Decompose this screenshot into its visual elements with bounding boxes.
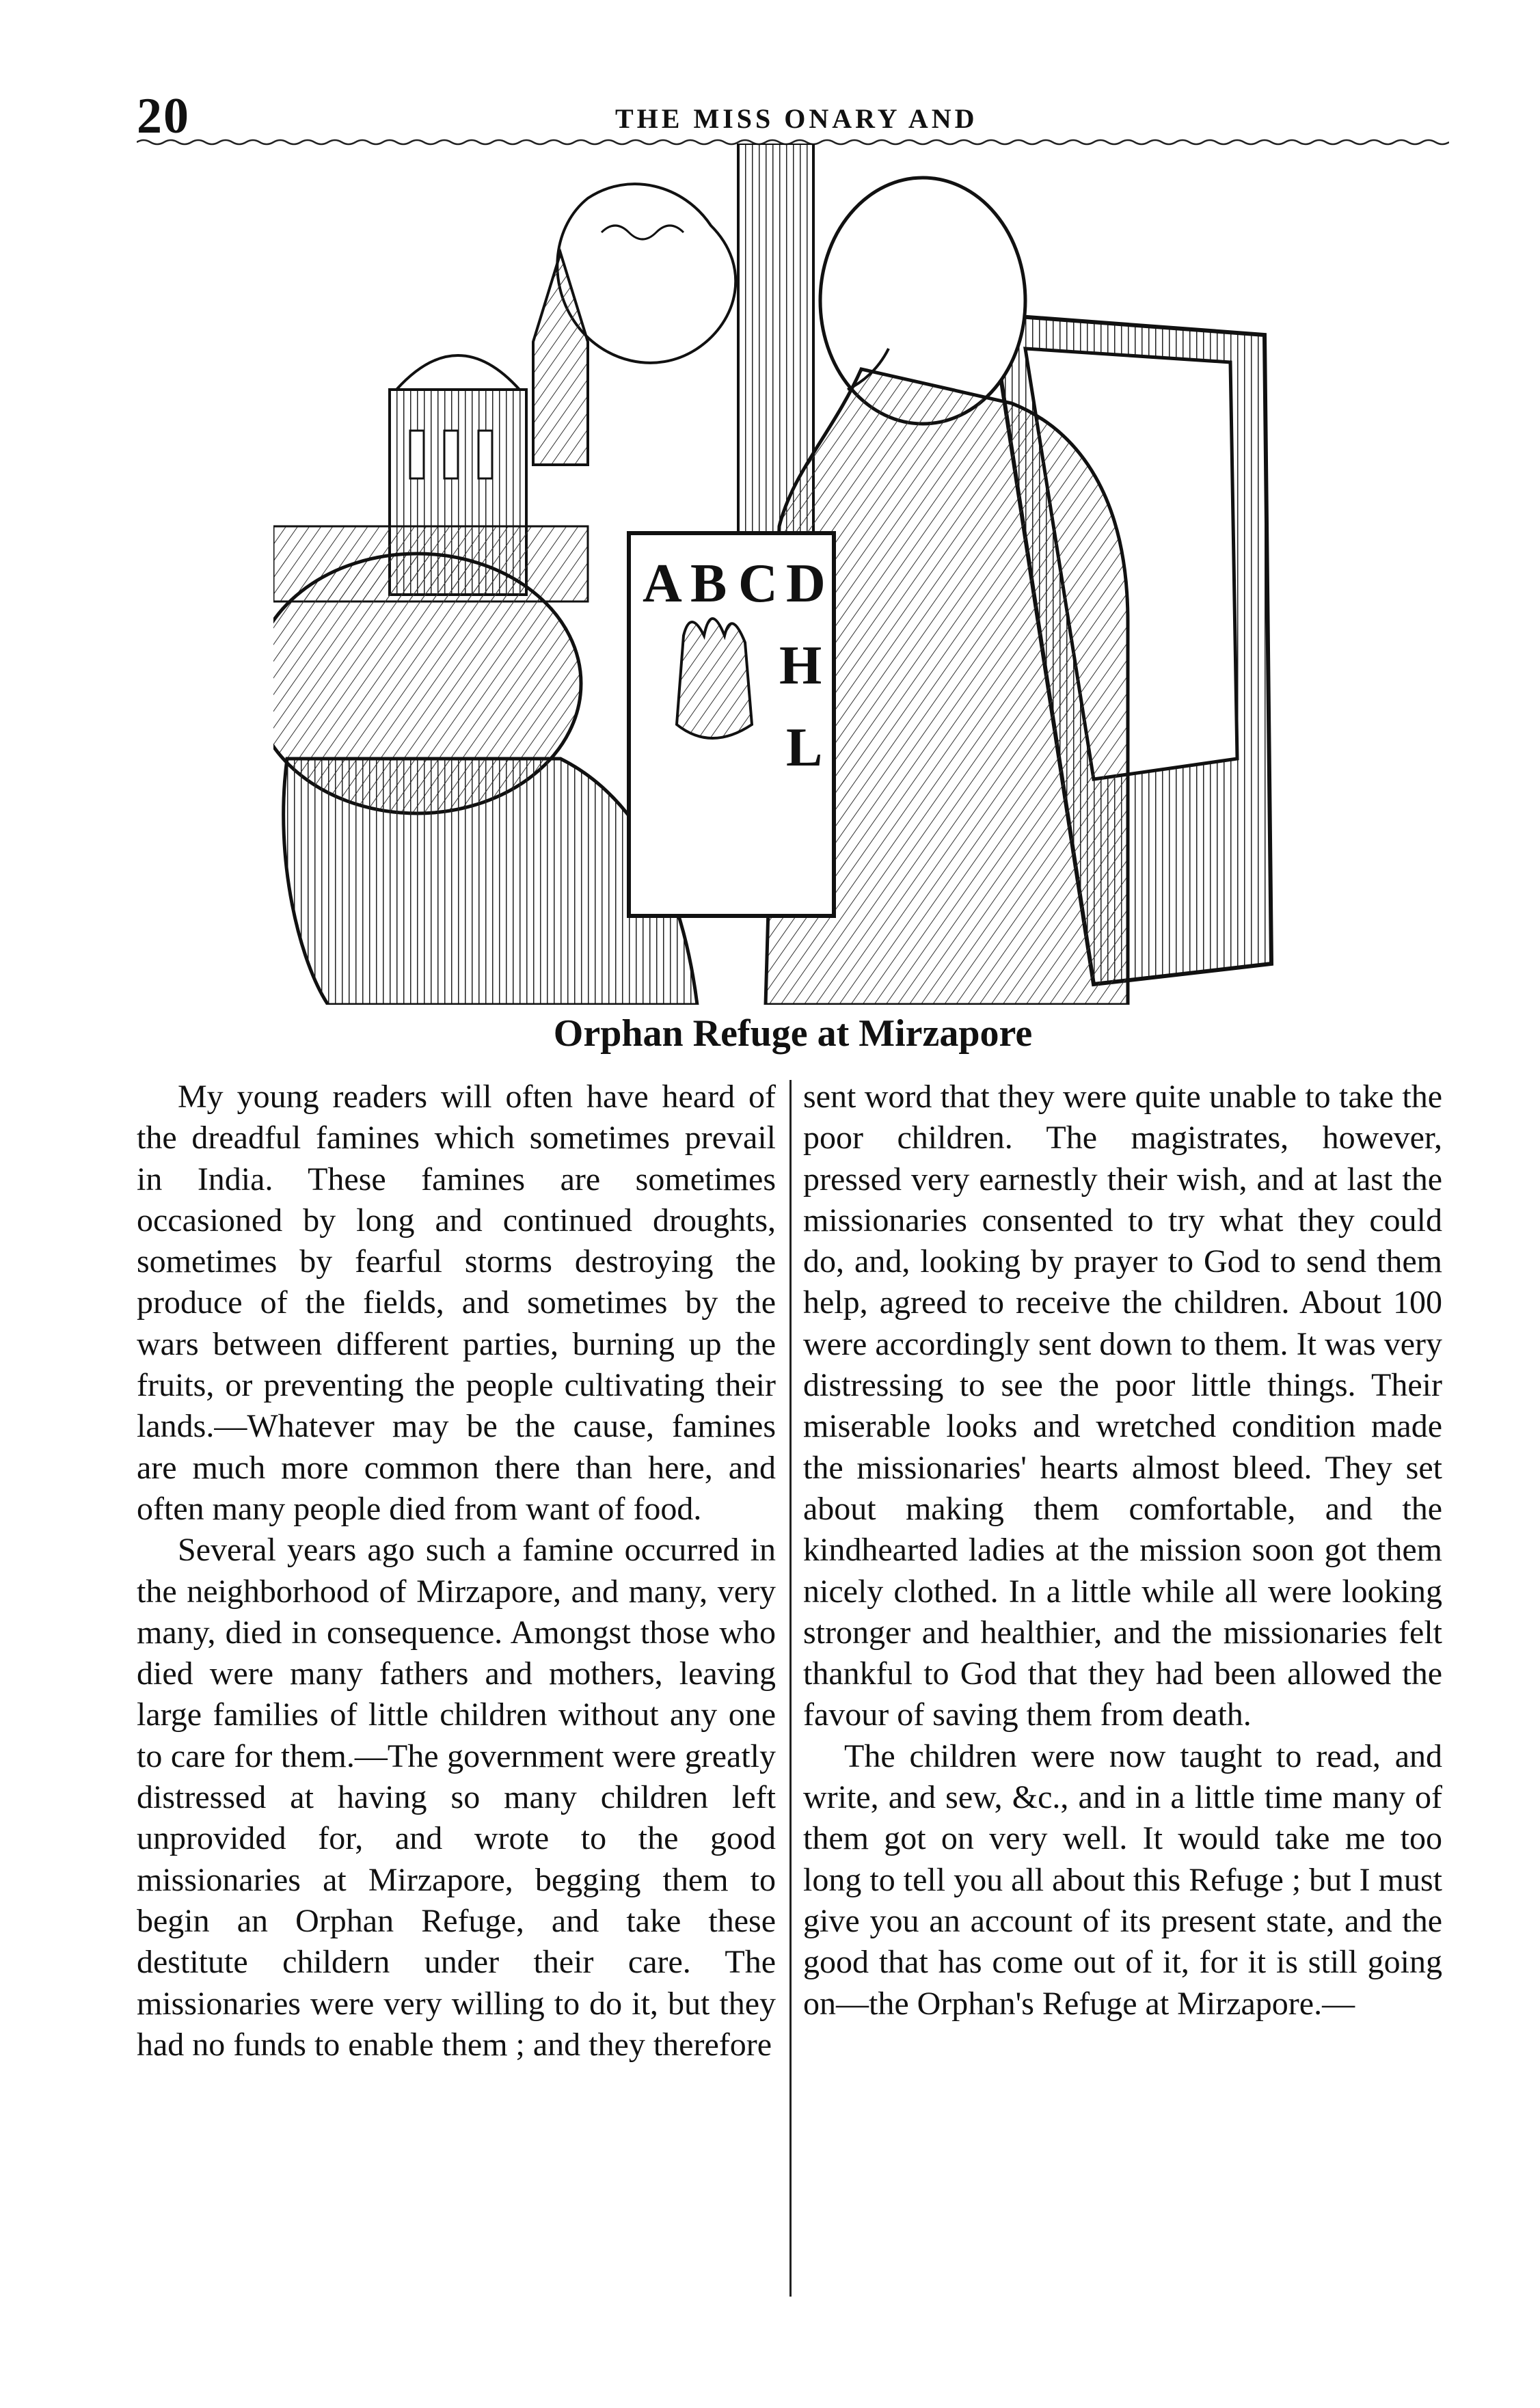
board-letter-c: C <box>738 554 778 614</box>
right-column <box>803 1077 1442 2025</box>
board-letter-d: D <box>786 554 826 614</box>
paragraph: The children were now taught to read, and write, and sew, &c., and in a little time many of them got on very well. It would take me too long to tell you all about this Refuge ; but I must give you an account of its present state, and the good that has come out of it, for it is still going on—the Orphan's Refuge at Mirzapore.— <box>803 1737 1442 2022</box>
paragraph: sent word that they were quite unable to take the poor children. The magistrates, however, pressed very earnestly their wish, and at last the missionaries consented to try what they could do, and, looking by prayer to God to send them help, agreed to receive the children. About 100 were accordingly sent down to them. It was very distressing to see the poor little things. Their miserable looks and wretched condition made the missionaries' hearts almost bleed. They set about making them comfortable, and the kindhearted ladies at the mission soon got them nicely clothed. In a little while all were looking stronger and healthier, and the missionaries felt thankful to God that they had been allowed the favour of saving them from death. <box>803 1079 1442 1733</box>
paragraph: My young readers will often have heard of the dreadful famines which sometimes prevail in India. These famines are sometimes occasioned by long and continued droughts, sometimes by fearful storms destroying the produce of the fields, and sometimes by the wars between different parties, burning up the fruits, or preventing the people cultivating their lands.—Whatever may be the cause, famines are much more common there than here, and often many people died from want of food. <box>137 1079 776 1527</box>
running-head: THE MISS ONARY AND <box>615 103 978 134</box>
page-number: 20 <box>137 88 190 144</box>
engraving-teacher-and-child-icon <box>273 144 1319 1005</box>
page-header <box>137 87 1449 142</box>
paragraph: Several years ago such a famine occurred in the neighborhood of Mirzapore, and many, very many, died in consequence. Amongst those who died were many fathers and mothers, leaving large families of little children without any one to care for them.—The government were greatly distressed at having so many children left unprovided for, and wrote to the good missionaries at Mirzapore, begging them to begin an Orphan Refuge, and take these destitute childern under their care. The missionaries were very willing to do it, but they had no funds to enable them ; and they therefore <box>137 1532 776 2063</box>
board-letter-l: L <box>786 718 823 778</box>
board-letter-b: B <box>690 554 727 614</box>
illustration-caption: Orphan Refuge at Mirzapore <box>553 1012 1033 1055</box>
left-column <box>137 1077 776 2066</box>
board-letter-h: H <box>779 636 822 696</box>
column-divider <box>789 1080 792 2297</box>
board-letter-a: A <box>643 554 682 614</box>
